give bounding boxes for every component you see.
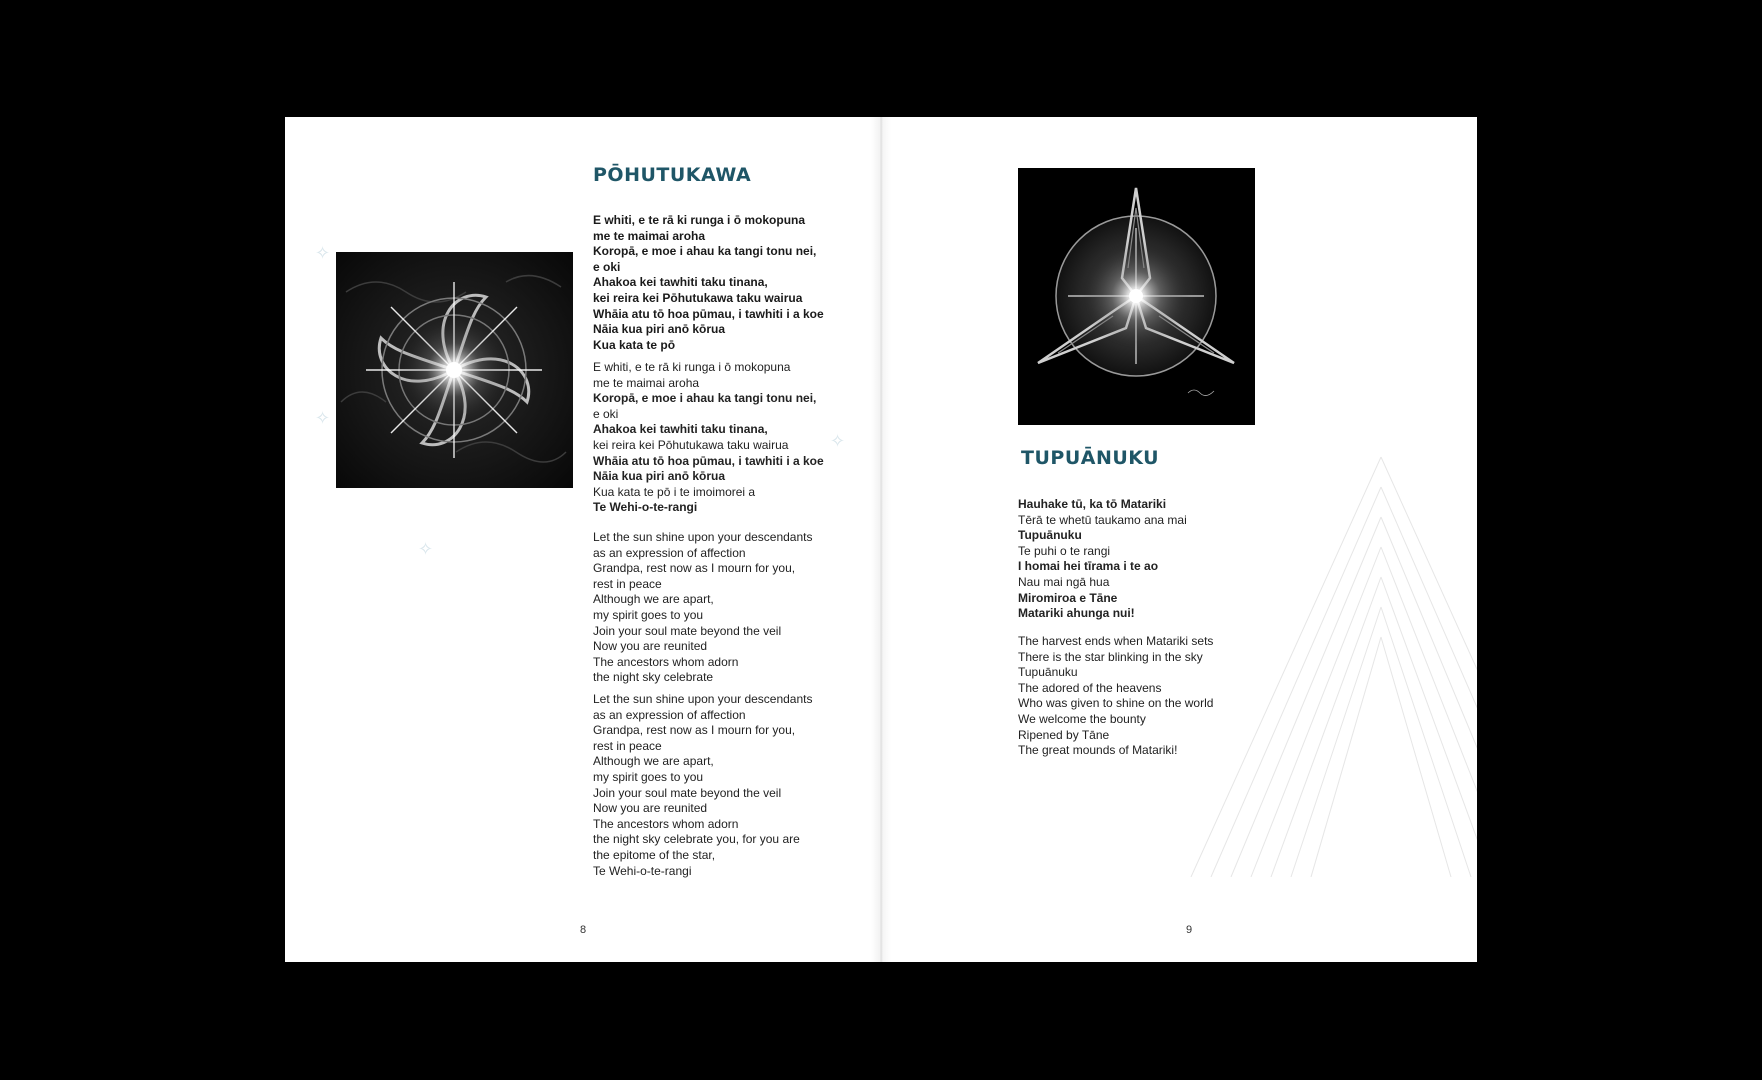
- verse-line: The adored of the heavens: [1018, 680, 1162, 695]
- verse-line: Nau mai ngā hua: [1018, 574, 1110, 589]
- verse-line: E whiti, e te rā ki runga i ō mokopuna: [593, 360, 791, 374]
- verse-line: Let the sun shine upon your descendants: [593, 530, 813, 544]
- verse-line: The harvest ends when Matariki sets: [1018, 634, 1214, 648]
- verse-line: E whiti, e te rā ki runga i ō mokopuna: [593, 213, 806, 227]
- verse-line: Tupuānuku: [1018, 528, 1082, 543]
- verse-line: Ahakoa kei tawhiti taku tinana,: [593, 275, 768, 290]
- page-number: 8: [580, 924, 587, 936]
- verse-line: Ahakoa kei tawhiti taku tinana,: [593, 422, 768, 437]
- maori-verse-1: [593, 213, 824, 353]
- verse-line: Tērā te whetū taukamo ana mai: [1018, 512, 1187, 527]
- verse-line: Let the sun shine upon your descendants: [593, 692, 813, 706]
- verse-line: my spirit goes to you: [593, 769, 704, 784]
- verse-line: rest in peace: [593, 738, 662, 753]
- page-title-pohutukawa: PŌHUTUKAWA: [593, 164, 752, 186]
- verse-line: Kua kata te pō i te imoimorei a: [593, 484, 756, 499]
- verse-line: The great mounds of Matariki!: [1018, 743, 1178, 758]
- verse-line: The ancestors whom adorn: [593, 654, 739, 669]
- verse-line: the epitome of the star,: [593, 847, 716, 862]
- left-page: [285, 117, 881, 962]
- verse-line: rest in peace: [593, 576, 662, 591]
- page-number: 9: [1186, 924, 1193, 936]
- verse-line: Whāia atu tō hoa pūmau, i tawhiti i a koe: [593, 453, 824, 468]
- book-spread: [285, 117, 1477, 962]
- sparkle-icon: ✧: [315, 408, 331, 429]
- verse-line: We welcome the bounty: [1018, 711, 1146, 726]
- triangular-star-artwork: [1018, 168, 1255, 425]
- verse-line: Join your soul mate beyond the veil: [593, 785, 782, 800]
- verse-line: the night sky celebrate: [593, 670, 714, 685]
- star-mandala-artwork: [336, 252, 573, 488]
- verse-line: kei reira kei Pōhutukawa taku wairua: [593, 290, 803, 305]
- verse-line: Koropā, e moe i ahau ka tangi tonu nei,: [593, 391, 817, 406]
- verse-line: Although we are apart,: [593, 592, 714, 607]
- sparkle-icon: ✧: [418, 539, 434, 560]
- verse-line: Who was given to shine on the world: [1018, 696, 1214, 711]
- verse-line: Whāia atu tō hoa pūmau, i tawhiti i a koe: [593, 306, 824, 321]
- background-triangle-pattern: [1171, 447, 1477, 877]
- verse-line: The ancestors whom adorn: [593, 816, 739, 831]
- verse-line: Grandpa, rest now as I mourn for you,: [593, 561, 796, 576]
- verse-line: Now you are reunited: [593, 801, 708, 816]
- sparkle-icon: ✧: [830, 431, 846, 452]
- verse-line: as an expression of affection: [593, 545, 746, 560]
- verse-line: Nāia kua piri anō kōrua: [593, 469, 726, 484]
- verse-line: Kua kata te pō: [593, 337, 676, 352]
- page-title-tupuanuku: TUPUĀNUKU: [1021, 447, 1160, 469]
- verse-line: kei reira kei Pōhutukawa taku wairua: [593, 437, 789, 452]
- verse-line: Miromiroa e Tāne: [1018, 590, 1118, 605]
- verse-line: me te maimai aroha: [593, 375, 700, 390]
- verse-line: Now you are reunited: [593, 639, 708, 654]
- verse-line: I homai hei tīrama i te ao: [1018, 559, 1159, 574]
- english-verse-1: [593, 530, 813, 686]
- verse-line: Ripened by Tāne: [1018, 727, 1110, 742]
- verse-line: as an expression of affection: [593, 707, 746, 722]
- verse-line: e oki: [593, 259, 621, 274]
- verse-line: Hauhake tū, ka tō Matariki: [1018, 497, 1167, 511]
- verse-line: Join your soul mate beyond the veil: [593, 623, 782, 638]
- maori-verse: [1018, 497, 1187, 622]
- verse-line: Grandpa, rest now as I mourn for you,: [593, 723, 796, 738]
- verse-line: Tupuānuku: [1018, 665, 1078, 680]
- right-page: [881, 117, 1477, 962]
- verse-line: my spirit goes to you: [593, 607, 704, 622]
- maori-verse-2: [593, 360, 824, 516]
- sparkle-icon: ✧: [315, 243, 331, 264]
- verse-line: Te Wehi-o-te-rangi: [593, 863, 692, 878]
- verse-line: e oki: [593, 406, 619, 421]
- verse-line: Although we are apart,: [593, 754, 714, 769]
- verse-line: Te Wehi-o-te-rangi: [593, 500, 698, 515]
- verse-line: Koropā, e moe i ahau ka tangi tonu nei,: [593, 244, 817, 259]
- verse-line: me te maimai aroha: [593, 228, 706, 243]
- english-verse: [1018, 634, 1213, 759]
- verse-line: Matariki ahunga nui!: [1018, 606, 1135, 621]
- verse-line: Te puhi o te rangi: [1018, 543, 1111, 558]
- verse-line: There is the star blinking in the sky: [1018, 649, 1203, 664]
- verse-line: Nāia kua piri anō kōrua: [593, 322, 726, 337]
- english-verse-2: [593, 692, 813, 879]
- verse-line: the night sky celebrate you, for you are: [593, 832, 800, 847]
